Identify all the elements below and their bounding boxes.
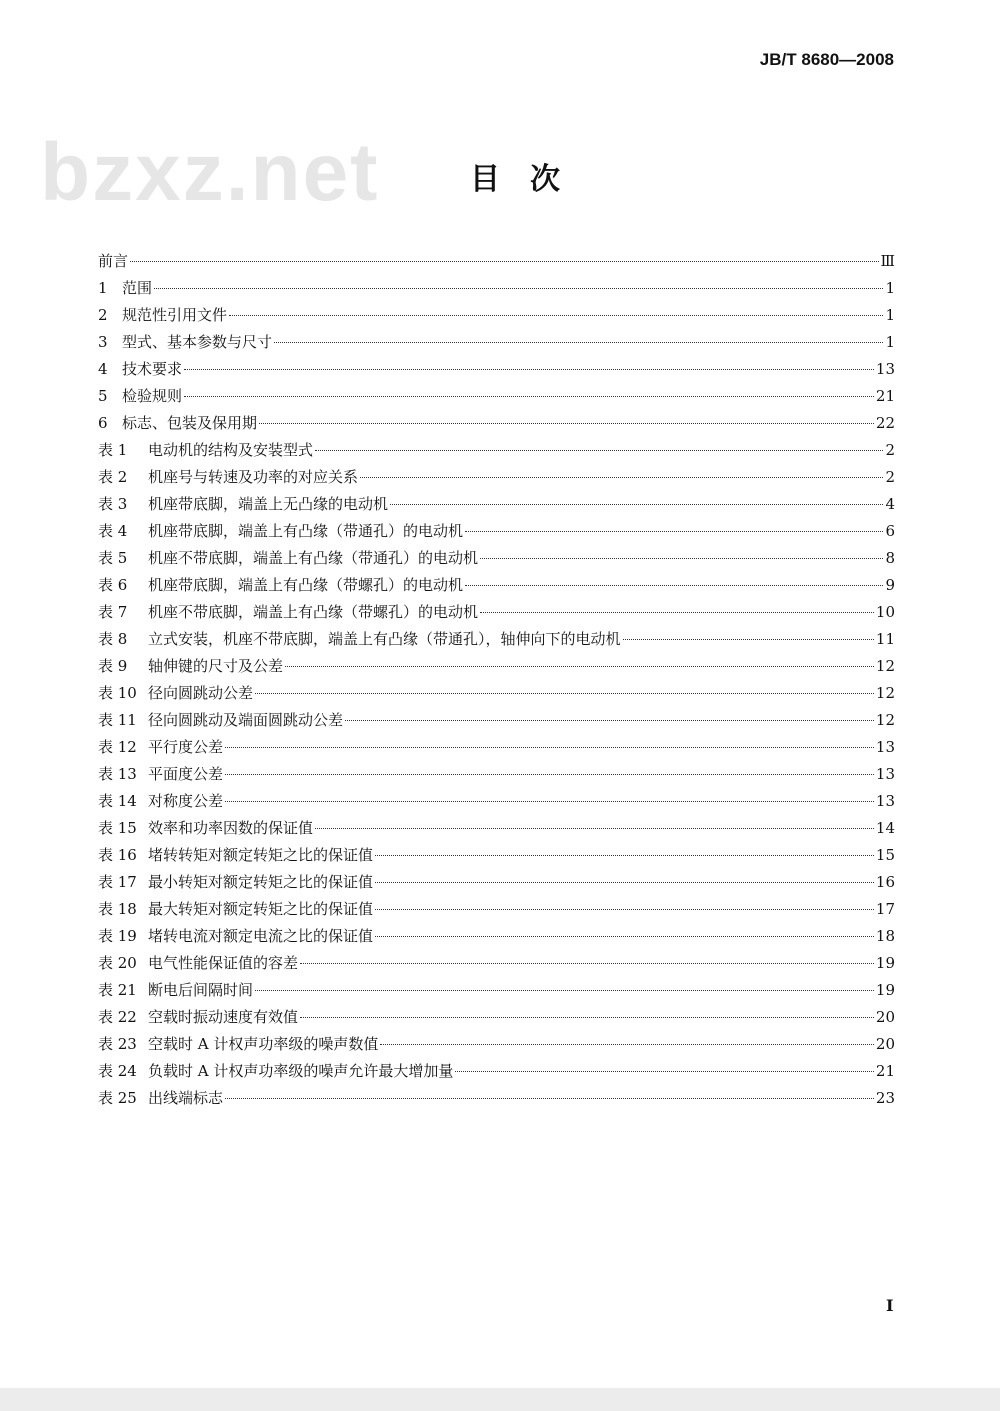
dot-leader: [184, 369, 874, 370]
toc-entry-title: 出线端标志: [148, 1089, 224, 1107]
dot-leader: [225, 801, 874, 802]
toc-entry-label: 表 12: [98, 738, 137, 756]
toc-entry-page: 13: [875, 792, 895, 810]
toc-entry[interactable]: [98, 761, 895, 788]
dot-leader: [274, 342, 883, 343]
dot-leader: [480, 612, 874, 613]
toc-entry[interactable]: [98, 491, 895, 518]
dot-leader: [300, 1017, 874, 1018]
toc-entry-title: 径向圆跳动及端面圆跳动公差: [148, 711, 344, 729]
toc-entry-page: 8: [885, 549, 895, 567]
toc-entry-page: 19: [875, 954, 895, 972]
toc-entry-page: 13: [875, 738, 895, 756]
toc-entry-page: Ⅲ: [880, 252, 895, 270]
toc-entry-title: 平行度公差: [148, 738, 224, 756]
toc-entry-label: 表 23: [98, 1035, 137, 1053]
dot-leader: [225, 774, 874, 775]
dot-leader: [285, 666, 874, 667]
toc-entry[interactable]: [98, 410, 895, 437]
toc-entry[interactable]: [98, 896, 895, 923]
toc-entry-label: 4: [98, 360, 108, 378]
toc-entry[interactable]: [98, 842, 895, 869]
toc-entry-label: 6: [98, 414, 108, 432]
toc-entry-page: 15: [875, 846, 895, 864]
toc-entry-page: 21: [875, 387, 895, 405]
toc-entry[interactable]: [98, 572, 895, 599]
toc-entry-page: 4: [885, 495, 895, 513]
toc-entry[interactable]: [98, 977, 895, 1004]
toc-entry-label: 表 22: [98, 1008, 137, 1026]
toc-entry-label: 表 6: [98, 576, 128, 594]
toc-entry-page: 20: [875, 1008, 895, 1026]
dot-leader: [315, 450, 883, 451]
dot-leader: [623, 639, 874, 640]
standard-number: JB/T 8680—2008: [759, 50, 894, 69]
toc-entry[interactable]: [98, 923, 895, 950]
toc-entry-title: 堵转电流对额定电流之比的保证值: [148, 927, 374, 945]
toc-entry-title: 断电后间隔时间: [148, 981, 254, 999]
toc-entry-page: 13: [875, 765, 895, 783]
toc-entry-label: 表 7: [98, 603, 128, 621]
toc-entry-label: 表 9: [98, 657, 128, 675]
toc-entry-label: 表 21: [98, 981, 137, 999]
toc-entry-label: 表 11: [98, 711, 137, 729]
toc-entry-title: 机座带底脚，端盖上无凸缘的电动机: [148, 495, 389, 513]
dot-leader: [480, 558, 883, 559]
toc-entry-label: 表 5: [98, 549, 128, 567]
watermark: bzxz.net: [40, 127, 380, 218]
toc-entry-label: 表 16: [98, 846, 137, 864]
dot-leader: [375, 936, 874, 937]
toc-entry-label: 5: [98, 387, 108, 405]
toc-entry-title: 电气性能保证值的容差: [148, 954, 299, 972]
toc-entry[interactable]: [98, 653, 895, 680]
toc-entry-label: 表 10: [98, 684, 137, 702]
toc-entry[interactable]: [98, 707, 895, 734]
toc-entry-title: 堵转转矩对额定转矩之比的保证值: [148, 846, 374, 864]
dot-leader: [375, 909, 874, 910]
toc-entry-label: 表 14: [98, 792, 137, 810]
toc-entry-page: 23: [875, 1089, 895, 1107]
toc-entry-title: 径向圆跳动公差: [148, 684, 254, 702]
toc-entry[interactable]: [98, 518, 895, 545]
toc-entry-title: 范围: [122, 279, 153, 297]
toc-entry[interactable]: [98, 680, 895, 707]
toc-entry[interactable]: [98, 464, 895, 491]
toc-entry-title: 最小转矩对额定转矩之比的保证值: [148, 873, 374, 891]
dot-leader: [255, 990, 874, 991]
toc-entry-title: 机座不带底脚，端盖上有凸缘（带通孔）的电动机: [148, 549, 479, 567]
toc-entry-page: 19: [875, 981, 895, 999]
dot-leader: [225, 747, 874, 748]
toc-entry-label: 表 25: [98, 1089, 137, 1107]
toc-entry-page: 11: [875, 630, 895, 648]
toc-entry-label: 表 18: [98, 900, 137, 918]
toc-entry-title: 技术要求: [122, 360, 183, 378]
toc-entry-title: 立式安装，机座不带底脚，端盖上有凸缘（带通孔），轴伸向下的电动机: [148, 630, 621, 648]
toc-entry[interactable]: [98, 545, 895, 572]
toc-entry[interactable]: [98, 329, 895, 356]
dot-leader: [154, 288, 883, 289]
toc-entry-title: 效率和功率因数的保证值: [148, 819, 314, 837]
dot-leader: [259, 423, 874, 424]
toc-entry-page: 22: [875, 414, 895, 432]
toc-entry-page: 1: [885, 279, 895, 297]
dot-leader: [360, 477, 883, 478]
toc-entry[interactable]: [98, 437, 895, 464]
toc-entry-title: 机座不带底脚，端盖上有凸缘（带螺孔）的电动机: [148, 603, 479, 621]
toc-entry-page: 1: [885, 333, 895, 351]
dot-leader: [390, 504, 883, 505]
toc-entry-page: 12: [875, 657, 895, 675]
toc-entry-title: 机座带底脚，端盖上有凸缘（带螺孔）的电动机: [148, 576, 464, 594]
toc-entry[interactable]: [98, 950, 895, 977]
toc-entry[interactable]: [98, 1004, 895, 1031]
toc-entry-title: 检验规则: [122, 387, 183, 405]
toc-entry-page: 12: [875, 684, 895, 702]
toc-entry-label: 表 1: [98, 441, 128, 459]
dot-leader: [255, 693, 874, 694]
toc-entry[interactable]: [98, 869, 895, 896]
toc-entry-page: 14: [875, 819, 895, 837]
dot-leader: [300, 963, 874, 964]
toc-entry-label: 表 24: [98, 1062, 137, 1080]
dot-leader: [225, 1098, 874, 1099]
toc-entry-label: 表 19: [98, 927, 137, 945]
toc-entry[interactable]: [98, 1085, 895, 1112]
toc-entry-page: 21: [875, 1062, 895, 1080]
toc-entry[interactable]: [98, 383, 895, 410]
toc-entry-label: 表 3: [98, 495, 128, 513]
toc-entry-title: 电动机的结构及安装型式: [148, 441, 314, 459]
toc-entry-title: 最大转矩对额定转矩之比的保证值: [148, 900, 374, 918]
toc-entry-label: 2: [98, 306, 108, 324]
dot-leader: [375, 855, 874, 856]
toc-entry-page: 18: [875, 927, 895, 945]
toc-entry-title: 规范性引用文件: [122, 306, 228, 324]
toc-entry-title: 前言: [98, 252, 129, 270]
toc-entry-label: 表 17: [98, 873, 137, 891]
dot-leader: [130, 261, 879, 262]
toc-entry-title: 轴伸键的尺寸及公差: [148, 657, 284, 675]
toc-entry[interactable]: [98, 302, 895, 329]
dot-leader: [465, 531, 883, 532]
toc-entry-page: 2: [885, 441, 895, 459]
toc-entry[interactable]: [98, 1058, 895, 1085]
toc-entry-label: 1: [98, 279, 108, 297]
toc-entry-page: 12: [875, 711, 895, 729]
dot-leader: [455, 1071, 874, 1072]
toc-entry-page: 17: [875, 900, 895, 918]
toc-entry-title: 标志、包装及保用期: [122, 414, 258, 432]
toc-entry-page: 10: [875, 603, 895, 621]
page-title: 目次: [470, 162, 590, 197]
toc-entry[interactable]: [98, 1031, 895, 1058]
toc-entry-label: 表 20: [98, 954, 137, 972]
toc-entry[interactable]: [98, 815, 895, 842]
toc-entry-title: 型式、基本参数与尺寸: [122, 333, 273, 351]
dot-leader: [465, 585, 883, 586]
toc-entry-label: 表 8: [98, 630, 128, 648]
toc-entry-title: 机座号与转速及功率的对应关系: [148, 468, 359, 486]
toc-entry[interactable]: [98, 356, 895, 383]
toc-entry-label: 表 13: [98, 765, 137, 783]
dot-leader: [345, 720, 874, 721]
toc-entry[interactable]: [98, 248, 895, 275]
toc-entry[interactable]: [98, 734, 895, 761]
dot-leader: [375, 882, 874, 883]
toc-entry-title: 负载时 A 计权声功率级的噪声允许最大增加量: [148, 1062, 454, 1080]
toc-entry-page: 9: [885, 576, 895, 594]
toc-entry[interactable]: [98, 788, 895, 815]
toc-entry-page: 20: [875, 1035, 895, 1053]
bottom-strip: [0, 1388, 1000, 1411]
page-number: I: [886, 1296, 894, 1315]
toc-entry[interactable]: [98, 599, 895, 626]
toc-entry-title: 空载时振动速度有效值: [148, 1008, 299, 1026]
dot-leader: [315, 828, 874, 829]
toc-entry-page: 16: [875, 873, 895, 891]
dot-leader: [184, 396, 874, 397]
toc-entry-label: 表 4: [98, 522, 128, 540]
toc-entry-title: 机座带底脚，端盖上有凸缘（带通孔）的电动机: [148, 522, 464, 540]
toc-entry[interactable]: [98, 626, 895, 653]
toc-entry[interactable]: [98, 275, 895, 302]
toc-entry-label: 3: [98, 333, 108, 351]
toc-entry-title: 空载时 A 计权声功率级的噪声数值: [148, 1035, 379, 1053]
toc-entry-page: 1: [885, 306, 895, 324]
toc-entry-page: 6: [885, 522, 895, 540]
toc-entry-title: 对称度公差: [148, 792, 224, 810]
toc-entry-page: 2: [885, 468, 895, 486]
dot-leader: [229, 315, 883, 316]
table-of-contents: [98, 248, 895, 1112]
toc-entry-page: 13: [875, 360, 895, 378]
dot-leader: [380, 1044, 874, 1045]
toc-entry-label: 表 2: [98, 468, 128, 486]
toc-entry-title: 平面度公差: [148, 765, 224, 783]
toc-entry-label: 表 15: [98, 819, 137, 837]
